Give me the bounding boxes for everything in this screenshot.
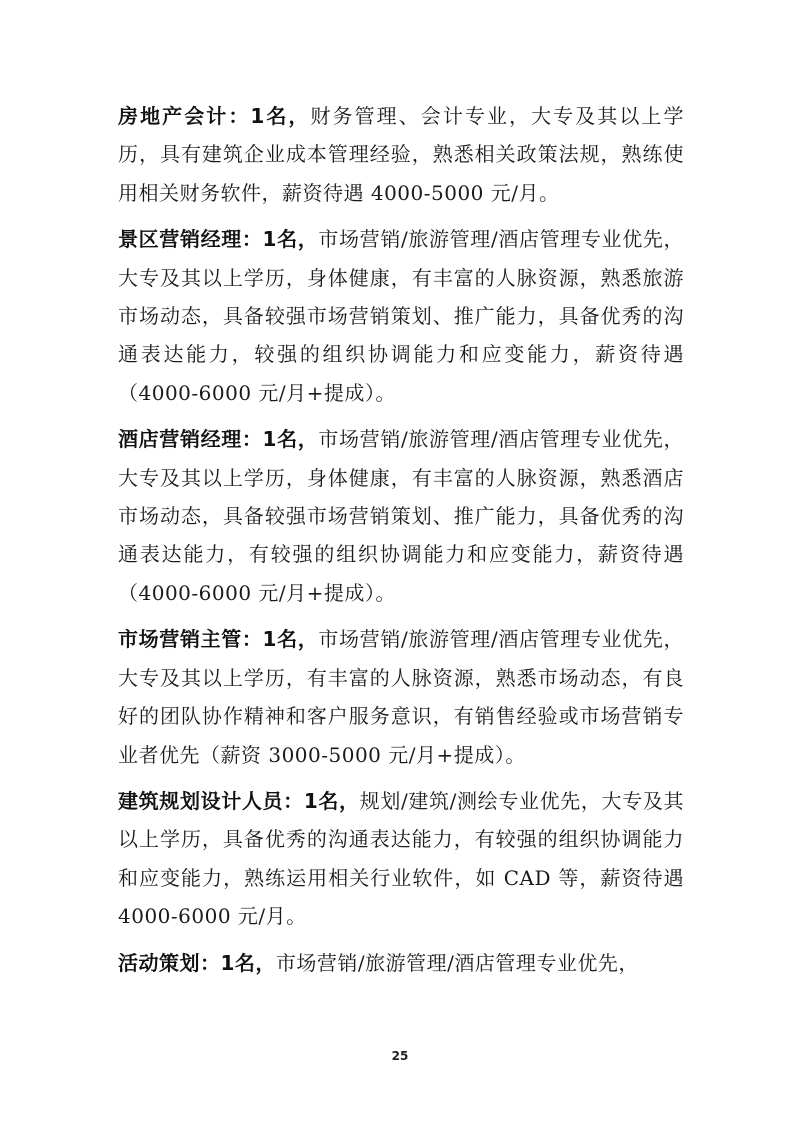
job-title: 市场营销主管：1名， <box>118 627 319 652</box>
job-paragraph-real-estate-accountant <box>118 97 684 212</box>
job-paragraph-hotel-marketing-manager <box>118 420 684 612</box>
job-description: 规划/建筑/测绘专业优先，大专及其以上学历，具备优秀的沟通表达能力，有较强的组织协调能力和应变能力，熟练运用相关行业软件，如 CAD 等，薪资待遇 4000-6000 元/月。 <box>118 788 684 929</box>
job-title: 活动策划：1名， <box>118 950 276 975</box>
document-body <box>118 97 684 990</box>
job-title: 建筑规划设计人员：1名， <box>118 788 360 813</box>
job-description: 市场营销/旅游管理/酒店管理专业优先，大专及其以上学历，身体健康，有丰富的人脉资源，熟悉酒店市场动态，具备较强市场营销策划、推广能力，具备优秀的沟通表达能力，有较强的组织协调能力和应变能力，薪资待遇（4000-6000 元/月+提成）。 <box>118 427 684 605</box>
job-description: 市场营销/旅游管理/酒店管理专业优先， <box>275 950 639 975</box>
job-description: 财务管理、会计专业，大专及其以上学历，具有建筑企业成本管理经验，熟悉相关政策法规，熟练使用相关财务软件，薪资待遇 4000-5000 元/月。 <box>118 104 684 205</box>
job-title: 房地产会计：1名， <box>118 104 311 128</box>
job-paragraph-marketing-supervisor <box>118 620 684 774</box>
job-paragraph-event-planner <box>118 944 684 982</box>
page-number: 25 <box>391 1049 409 1063</box>
job-paragraph-architecture-planner <box>118 782 684 936</box>
job-description: 市场营销/旅游管理/酒店管理专业优先，大专及其以上学历，有丰富的人脉资源，熟悉市场动态，有良好的团队协作精神和客户服务意识，有销售经验或市场营销专业者优先（薪资 3000-5000 元/月+提成）。 <box>118 627 684 767</box>
job-description: 市场营销/旅游管理/酒店管理专业优先，大专及其以上学历，身体健康，有丰富的人脉资源，熟悉旅游市场动态，具备较强市场营销策划、推广能力，具备优秀的沟通表达能力，较强的组织协调能力和应变能力，薪资待遇（4000-6000 元/月+提成）。 <box>118 227 684 405</box>
job-title: 景区营销经理：1名， <box>118 227 319 252</box>
job-title: 酒店营销经理：1名， <box>118 427 319 452</box>
job-paragraph-scenic-marketing-manager <box>118 220 684 412</box>
